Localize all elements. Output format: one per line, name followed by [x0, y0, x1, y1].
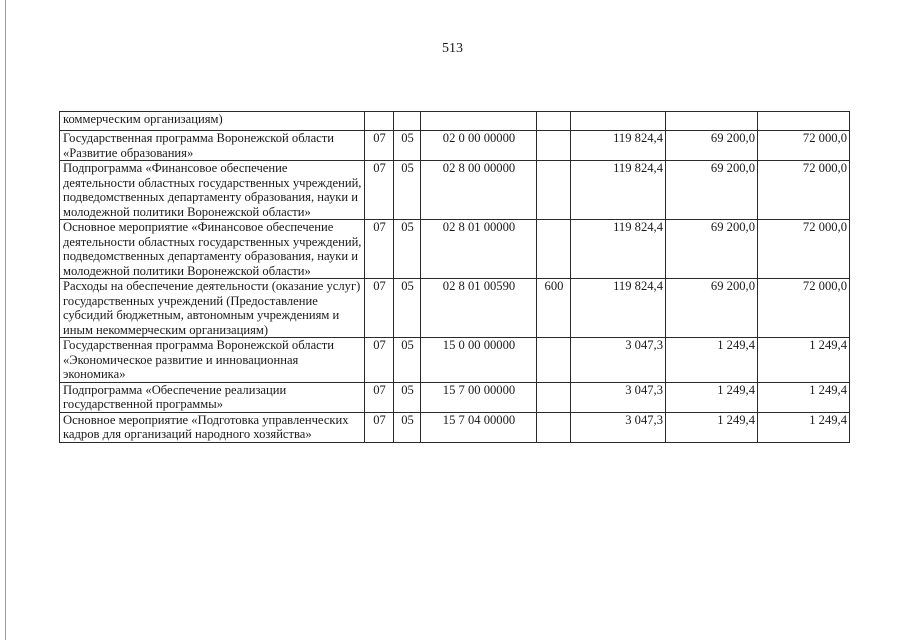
row-amount-2: 69 200,0	[666, 279, 758, 338]
row-csr: 02 0 00 00000	[421, 131, 537, 161]
row-name: Расходы на обеспечение деятельности (оказание услуг) государственных учреждений (Предоставление субсидий бюджетным, автономным учреждениям и иным некоммерческим организациям)	[60, 279, 365, 338]
row-amount-1	[571, 112, 666, 131]
budget-table	[59, 111, 850, 443]
row-vr	[537, 220, 571, 279]
row-vr	[537, 112, 571, 131]
table-row	[60, 112, 850, 131]
row-csr: 02 8 01 00000	[421, 220, 537, 279]
row-amount-1: 119 824,4	[571, 131, 666, 161]
table-row	[60, 131, 850, 161]
row-amount-2: 1 249,4	[666, 338, 758, 383]
row-name: Основное мероприятие «Финансовое обеспечение деятельности областных государственных учреждений, подведомственных департаменту образования, науки и молодежной политики Воронежской области»	[60, 220, 365, 279]
row-amount-1: 3 047,3	[571, 338, 666, 383]
row-amount-2: 69 200,0	[666, 161, 758, 220]
row-amount-2: 1 249,4	[666, 382, 758, 412]
row-pr: 05	[394, 338, 421, 383]
row-name: коммерческим организациям)	[60, 112, 365, 131]
table-row	[60, 279, 850, 338]
table-row	[60, 161, 850, 220]
row-vr: 600	[537, 279, 571, 338]
row-pr: 05	[394, 220, 421, 279]
row-amount-3: 72 000,0	[758, 220, 850, 279]
row-pr: 05	[394, 279, 421, 338]
row-vr	[537, 131, 571, 161]
row-pr: 05	[394, 161, 421, 220]
row-amount-3	[758, 112, 850, 131]
row-amount-2: 69 200,0	[666, 131, 758, 161]
table-row	[60, 338, 850, 383]
row-name: Государственная программа Воронежской области «Экономическое развитие и инновационная экономика»	[60, 338, 365, 383]
row-pr: 05	[394, 412, 421, 442]
row-csr: 15 7 04 00000	[421, 412, 537, 442]
row-amount-2: 69 200,0	[666, 220, 758, 279]
row-amount-3: 72 000,0	[758, 131, 850, 161]
row-amount-1: 119 824,4	[571, 161, 666, 220]
row-rz: 07	[365, 131, 394, 161]
row-amount-1: 119 824,4	[571, 279, 666, 338]
row-vr	[537, 161, 571, 220]
row-name: Подпрограмма «Обеспечение реализации государственной программы»	[60, 382, 365, 412]
row-amount-3: 1 249,4	[758, 382, 850, 412]
row-rz: 07	[365, 279, 394, 338]
page-number: 513	[442, 41, 463, 56]
row-vr	[537, 338, 571, 383]
scan-edge-line	[5, 0, 6, 640]
row-amount-1: 119 824,4	[571, 220, 666, 279]
row-name: Основное мероприятие «Подготовка управленческих кадров для организаций народного хозяйства»	[60, 412, 365, 442]
table-row	[60, 382, 850, 412]
row-rz: 07	[365, 220, 394, 279]
row-amount-1: 3 047,3	[571, 412, 666, 442]
table-row	[60, 220, 850, 279]
row-pr: 05	[394, 382, 421, 412]
row-csr: 02 8 00 00000	[421, 161, 537, 220]
row-amount-3: 1 249,4	[758, 338, 850, 383]
row-vr	[537, 412, 571, 442]
row-pr	[394, 112, 421, 131]
row-amount-3: 72 000,0	[758, 161, 850, 220]
row-name: Государственная программа Воронежской области «Развитие образования»	[60, 131, 365, 161]
row-csr: 15 0 00 00000	[421, 338, 537, 383]
row-rz: 07	[365, 382, 394, 412]
row-name: Подпрограмма «Финансовое обеспечение деятельности областных государственных учреждений, подведомственных департаменту образования, науки и молодежной политики Воронежской области»	[60, 161, 365, 220]
row-rz: 07	[365, 161, 394, 220]
row-amount-1: 3 047,3	[571, 382, 666, 412]
row-csr	[421, 112, 537, 131]
table-row	[60, 412, 850, 442]
row-rz: 07	[365, 338, 394, 383]
row-csr: 02 8 01 00590	[421, 279, 537, 338]
row-amount-3: 1 249,4	[758, 412, 850, 442]
row-pr: 05	[394, 131, 421, 161]
row-amount-2: 1 249,4	[666, 412, 758, 442]
row-amount-2	[666, 112, 758, 131]
row-vr	[537, 382, 571, 412]
row-csr: 15 7 00 00000	[421, 382, 537, 412]
row-amount-3: 72 000,0	[758, 279, 850, 338]
row-rz	[365, 112, 394, 131]
row-rz: 07	[365, 412, 394, 442]
